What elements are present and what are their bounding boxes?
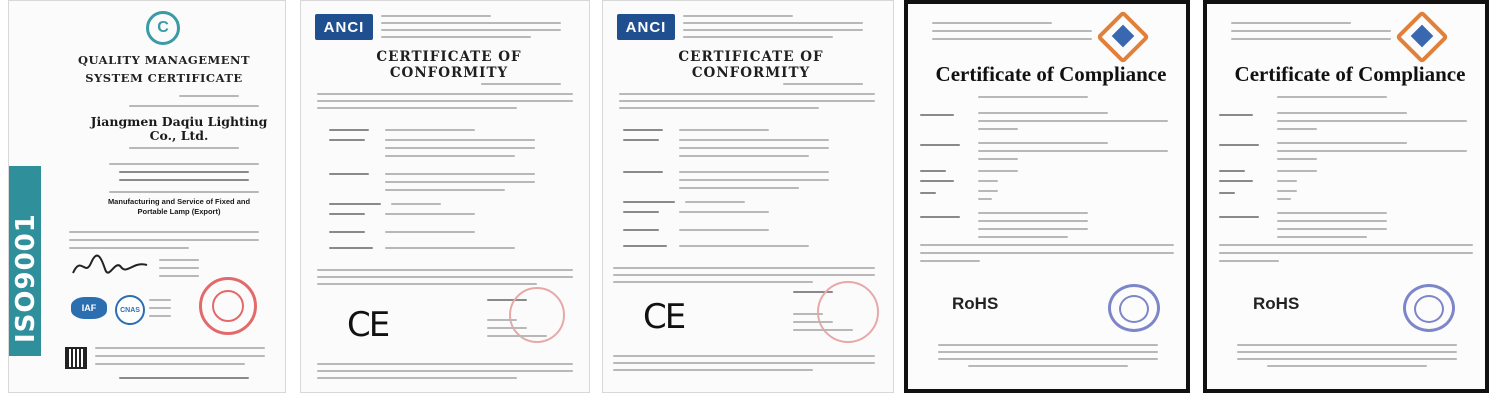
field-value [1277,236,1367,238]
field-value [679,155,809,157]
text-line [149,315,171,317]
text-line [1237,351,1457,353]
text-line [317,377,517,379]
text-line [1237,344,1457,346]
field-label [920,114,954,116]
text-line [149,307,171,309]
text-line [317,107,517,109]
field-value [385,231,475,233]
field-label [623,139,659,141]
field-value [978,112,1108,114]
field-label [1219,114,1253,116]
text-line [683,15,793,17]
field-value [978,120,1168,122]
text-line [613,267,875,269]
rohs-mark: RoHS [1253,294,1300,313]
field-value [1277,158,1317,160]
field-value [1277,170,1317,172]
certificate-title: CERTIFICATE OF CONFORMITY [678,49,824,81]
text-line [381,22,561,24]
text-line [1231,38,1391,40]
field-value [679,245,809,247]
text-line [381,36,531,38]
field-value [1277,220,1387,222]
field-value [1277,190,1297,192]
field-value [679,187,799,189]
anci-logo: ANCI [617,14,675,40]
iso-title-line2: SYSTEM CERTIFICATE [85,71,243,85]
field-label [329,173,369,175]
field-value [978,142,1108,144]
text-line [149,299,171,301]
iso-c-logo-icon: C [146,11,180,45]
cnas-badge-icon: CNAS [115,295,145,325]
field-label [920,216,960,218]
field-label [920,144,960,146]
blue-seal-icon [1403,284,1455,332]
text-line [317,269,573,271]
text-line [69,239,259,241]
text-line [159,267,199,269]
text-line [613,362,875,364]
certificate-scope: Manufacturing and Service of Fixed and Portable Lamp (Export) [107,197,251,216]
text-line [95,355,265,357]
text-line [920,252,1174,254]
text-line [109,163,259,165]
field-label [623,129,663,131]
field-value [978,228,1088,230]
field-value [679,229,769,231]
text-line [932,38,1092,40]
text-line [1277,96,1387,98]
text-line [613,281,813,283]
field-label [329,247,373,249]
text-line [783,83,863,85]
text-line [613,369,813,371]
certificate-title: Certificate of Compliance [1234,62,1466,86]
field-label [1219,192,1235,194]
field-value [1277,120,1467,122]
seal-icon [817,281,879,343]
iso-title-line1: QUALITY MANAGEMENT [77,53,251,67]
text-line [619,93,875,95]
text-line [317,276,573,278]
field-value [385,213,475,215]
text-line [619,100,875,102]
text-line [69,231,259,233]
field-label [329,139,365,141]
field-value [1277,228,1387,230]
ce-certificate-2 [602,0,894,393]
field-label [623,245,667,247]
field-value [685,201,745,203]
ce-mark-icon: CE [643,297,685,337]
text-line [317,370,573,372]
text-line [920,260,980,262]
text-line [487,335,547,337]
text-line [381,15,491,17]
text-line [487,319,517,321]
field-label [623,201,675,203]
text-line [95,363,245,365]
field-label [920,170,946,172]
text-line [938,344,1158,346]
certificate-title: CERTIFICATE OF CONFORMITY [376,49,522,81]
text-line [968,365,1128,367]
text-line [381,29,561,31]
text-line [613,355,875,357]
text-line [613,274,875,276]
text-line [317,363,573,365]
field-label [1219,180,1253,182]
field-value [978,180,998,182]
field-value [978,220,1088,222]
text-line [1231,22,1351,24]
rohs-mark: RoHS [952,294,999,313]
field-label [1219,216,1259,218]
signature-icon [71,253,149,279]
text-line [932,22,1052,24]
text-line [95,347,265,349]
field-value [978,128,1018,130]
blue-seal-icon [1108,284,1160,332]
field-label [1219,144,1259,146]
text-line [683,36,833,38]
text-line [1231,30,1391,32]
field-value [1277,128,1317,130]
text-line [317,93,573,95]
text-line [119,171,249,173]
text-line [1219,260,1279,262]
field-value [978,150,1168,152]
text-line [932,30,1092,32]
text-line [317,100,573,102]
text-line [159,259,199,261]
text-line [159,275,199,277]
field-value [679,179,829,181]
text-line [683,29,863,31]
anci-logo: ANCI [315,14,373,40]
ce-mark-icon: CE [347,305,389,345]
text-line [481,83,561,85]
text-line [119,377,249,379]
field-label [329,129,369,131]
field-value [679,171,829,173]
field-label [1219,170,1245,172]
iaf-badge-icon: IAF [71,297,107,319]
field-value [385,181,535,183]
text-line [619,107,819,109]
field-value [1277,150,1467,152]
text-line [129,147,239,149]
field-value [978,236,1068,238]
field-label [920,192,936,194]
text-line [1219,244,1473,246]
text-line [793,313,823,315]
text-line [69,247,189,249]
rohs-certificate [904,0,1190,393]
ce-certificate [300,0,590,393]
text-line [920,244,1174,246]
text-line [179,95,239,97]
field-value [679,129,769,131]
field-label [329,231,365,233]
field-label [920,180,954,182]
text-line [109,191,259,193]
text-line [938,358,1158,360]
field-value [978,170,1018,172]
text-line [487,327,527,329]
qr-code-icon [65,347,87,369]
field-label [329,203,381,205]
text-line [317,283,537,285]
text-line [1237,358,1457,360]
iso-side-text: ISO9001 [11,213,41,343]
field-value [1277,180,1297,182]
text-line [978,96,1088,98]
field-value [978,212,1088,214]
text-line [793,329,853,331]
field-label [623,229,659,231]
field-value [978,190,998,192]
certificate-title: Certificate of Compliance [935,62,1167,86]
company-name: Jiangmen Daqiu Lighting Co., Ltd. [90,114,268,143]
text-line [129,105,259,107]
field-value [978,198,992,200]
field-value [385,155,515,157]
field-value [385,247,515,249]
rohs-certificate-2 [1203,0,1489,393]
field-value [385,189,505,191]
field-value [385,139,535,141]
red-seal-icon [199,277,257,335]
field-label [623,211,659,213]
field-value [1277,112,1407,114]
field-value [679,147,829,149]
text-line [1219,252,1473,254]
text-line [793,321,833,323]
field-value [679,211,769,213]
field-value [1277,212,1387,214]
field-value [1277,142,1407,144]
text-line [119,179,249,181]
text-line [1267,365,1427,367]
text-line [683,22,863,24]
field-value [385,147,535,149]
field-value [391,203,441,205]
field-value [978,158,1018,160]
field-label [329,213,365,215]
field-value [385,129,475,131]
field-value [1277,198,1291,200]
text-line [938,351,1158,353]
iso-certificate [8,0,286,393]
field-value [679,139,829,141]
field-label [623,171,663,173]
field-value [385,173,535,175]
